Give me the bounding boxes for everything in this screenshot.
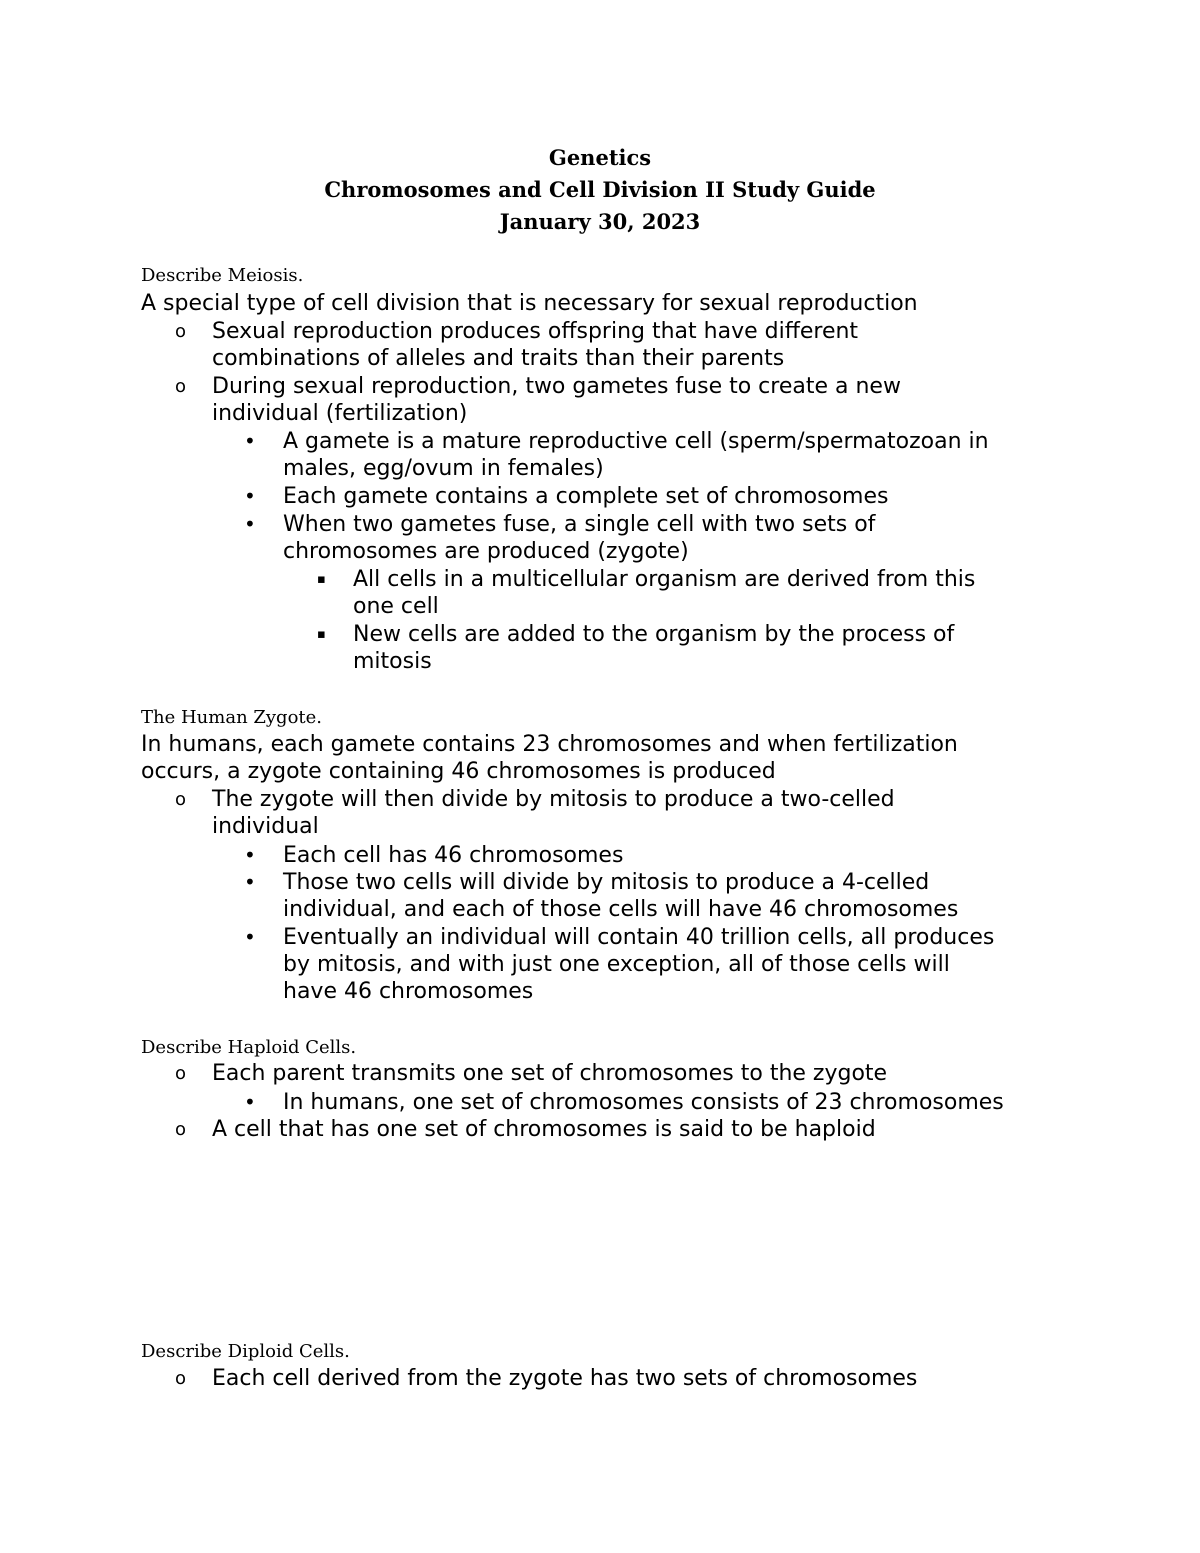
meiosis-point-2a: During sexual reproduction, two gametes fuse to create a new <box>212 374 901 399</box>
meiosis-detail-1b: one cell <box>353 594 439 619</box>
square-bullet: ▪ <box>317 572 326 587</box>
disc-bullet: • <box>244 925 256 949</box>
meiosis-sub-1b: males, egg/ovum in females) <box>283 456 604 481</box>
zygote-sub-1: Each cell has 46 chromosomes <box>283 843 624 868</box>
meiosis-point-1a: Sexual reproduction produces offspring that have different <box>212 319 859 344</box>
meiosis-point-2b: individual (fertilization) <box>212 401 468 426</box>
zygote-intro-b: occurs, a zygote containing 46 chromosomes is produced <box>141 759 776 784</box>
diploid-heading: Describe Diploid Cells. <box>141 1341 350 1362</box>
diploid-point-1: Each cell derived from the zygote has two sets of chromosomes <box>212 1366 918 1391</box>
title-block <box>0 142 1200 238</box>
disc-bullet: • <box>244 870 256 894</box>
zygote-sub-3b: by mitosis, and with just one exception, all of those cells will <box>283 952 950 977</box>
disc-bullet: • <box>244 512 256 536</box>
haploid-sub-1: In humans, one set of chromosomes consists of 23 chromosomes <box>283 1090 1004 1115</box>
meiosis-sub-2: Each gamete contains a complete set of chromosomes <box>283 484 889 509</box>
zygote-sub-2b: individual, and each of those cells will have 46 chromosomes <box>283 897 959 922</box>
meiosis-detail-2b: mitosis <box>353 649 432 674</box>
disc-bullet: • <box>244 843 256 867</box>
circle-bullet: o <box>175 1063 187 1084</box>
zygote-point-1a: The zygote will then divide by mitosis to produce a two-celled <box>212 787 895 812</box>
meiosis-intro: A special type of cell division that is necessary for sexual reproduction <box>141 291 918 316</box>
disc-bullet: • <box>244 1090 256 1114</box>
haploid-point-1: Each parent transmits one set of chromosomes to the zygote <box>212 1061 888 1086</box>
zygote-sub-3c: have 46 chromosomes <box>283 979 534 1004</box>
square-bullet: ▪ <box>317 627 326 642</box>
haploid-heading: Describe Haploid Cells. <box>141 1037 357 1058</box>
zygote-heading: The Human Zygote. <box>141 707 323 728</box>
disc-bullet: • <box>244 429 256 453</box>
zygote-sub-2a: Those two cells will divide by mitosis to produce a 4-celled <box>283 870 930 895</box>
circle-bullet: o <box>175 789 187 810</box>
guide-title: Chromosomes and Cell Division II Study Guide <box>324 177 876 202</box>
circle-bullet: o <box>175 1368 187 1389</box>
meiosis-heading: Describe Meiosis. <box>141 265 304 286</box>
zygote-point-1b: individual <box>212 814 319 839</box>
circle-bullet: o <box>175 1119 187 1140</box>
circle-bullet: o <box>175 376 187 397</box>
meiosis-detail-1a: All cells in a multicellular organism are derived from this <box>353 567 976 592</box>
meiosis-sub-1a: A gamete is a mature reproductive cell (sperm/spermatozoan in <box>283 429 989 454</box>
meiosis-point-1b: combinations of alleles and traits than their parents <box>212 346 785 371</box>
meiosis-sub-3a: When two gametes fuse, a single cell with two sets of <box>283 512 876 537</box>
circle-bullet: o <box>175 321 187 342</box>
course-title: Genetics <box>548 145 652 170</box>
meiosis-detail-2a: New cells are added to the organism by the process of <box>353 622 955 647</box>
zygote-intro-a: In humans, each gamete contains 23 chromosomes and when fertilization <box>141 732 958 757</box>
meiosis-sub-3b: chromosomes are produced (zygote) <box>283 539 689 564</box>
disc-bullet: • <box>244 484 256 508</box>
haploid-point-2: A cell that has one set of chromosomes is said to be haploid <box>212 1117 876 1142</box>
zygote-sub-3a: Eventually an individual will contain 40 trillion cells, all produces <box>283 925 995 950</box>
guide-date: January 30, 2023 <box>499 209 701 234</box>
